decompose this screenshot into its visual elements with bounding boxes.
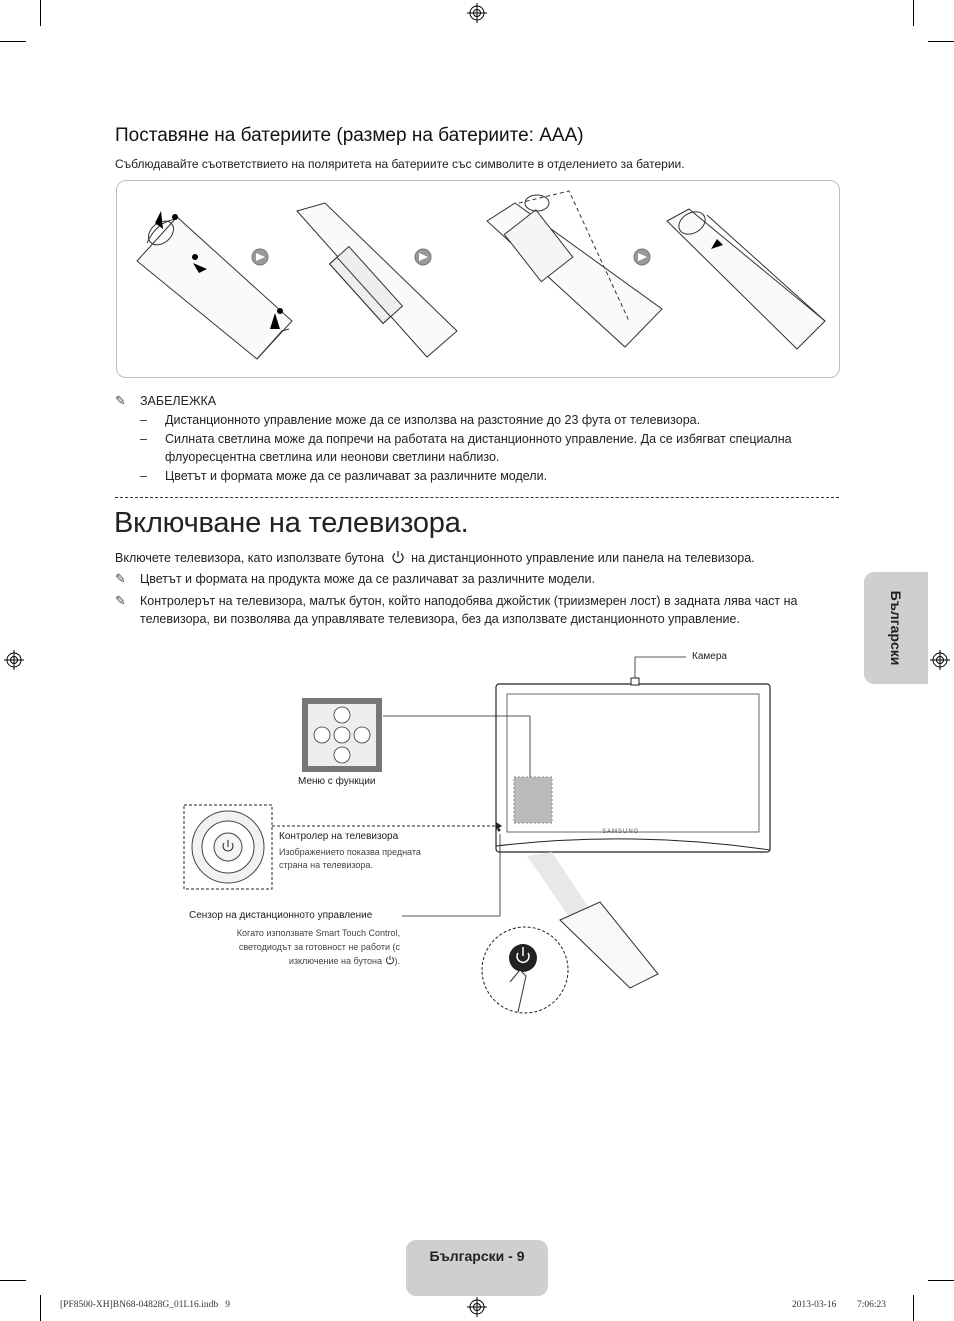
- battery-instruction: Съблюдавайте съответствието на поляритета на батериите със символите в отделението за батерии.: [115, 157, 685, 171]
- language-side-tab: [864, 572, 928, 684]
- remote-control: [560, 902, 658, 988]
- camera-icon: [631, 678, 639, 685]
- crop-mark: [0, 1280, 26, 1281]
- crop-mark: [40, 1295, 41, 1321]
- sensor-desc: Когато използвате Smart Touch Control,: [236, 928, 400, 938]
- sensor-label: Сензор на дистанционното управление: [189, 910, 373, 921]
- note-pencil-icon: ✎: [115, 571, 126, 586]
- power-icon: [385, 955, 395, 965]
- sensor-desc-part: ).: [394, 956, 400, 966]
- controller-label: Контролер на телевизора: [279, 831, 399, 842]
- crop-mark: [913, 0, 914, 26]
- battery-section-title: Поставяне на батериите (размер на батериите: AAA): [115, 125, 584, 146]
- menu-power-icon: [334, 747, 350, 763]
- note-item: флуоресцентна светлина или неонови светлини наблизо.: [165, 450, 500, 464]
- sensor-desc: [200, 955, 400, 968]
- power-note-1: Цветът и формата на продукта може да се различават за различните модели.: [140, 572, 595, 586]
- note-dash: –: [140, 432, 147, 446]
- crop-mark: [928, 1280, 954, 1281]
- section-divider: [115, 497, 839, 498]
- power-intro-after: на дистанционното управление или панела на телевизора.: [411, 551, 755, 565]
- registration-mark-icon: [467, 3, 487, 23]
- crop-mark: [913, 1295, 914, 1321]
- registration-mark-icon: [4, 650, 24, 670]
- power-intro-before: Включете телевизора, като използвате бутона: [115, 551, 385, 565]
- power-section-title: Включване на телевизора.: [114, 507, 469, 539]
- registration-mark-icon: [930, 650, 950, 670]
- note-dash: –: [140, 413, 147, 427]
- language-side-tab-label: Български: [888, 590, 904, 666]
- controller-desc: страна на телевизора.: [279, 860, 373, 870]
- sensor-desc: светодиодът за готовност не работи (с: [238, 942, 400, 952]
- tv-brand: SAMSUNG: [602, 829, 640, 835]
- note-dash: –: [140, 469, 147, 483]
- menu-globe-icon: [334, 707, 350, 723]
- registration-mark-icon: [467, 1297, 487, 1317]
- note-item: Цветът и формата може да се различават за различните модели.: [165, 469, 548, 483]
- note-item: Силната светлина може да попречи на работата на дистанционното управление. Да се избягват специална: [165, 432, 792, 446]
- camera-label: Камера: [692, 651, 727, 662]
- power-icon: [391, 550, 405, 564]
- crop-mark: [40, 0, 41, 26]
- controller-desc: Изображението показва предната: [279, 847, 421, 857]
- page-footer-tab: [406, 1240, 548, 1296]
- power-note-2: Контролерът на телевизора, малък бутон, който наподобява джойстик (триизмерен лост) в задната лява част на: [140, 594, 798, 608]
- menu-return-icon: [334, 727, 350, 743]
- note-pencil-icon: ✎: [115, 393, 126, 408]
- print-date: 2013-03-16: [792, 1300, 837, 1310]
- note-item: Дистанционното управление може да се използва на разстояние до 23 фута от телевизора.: [165, 413, 701, 427]
- menu-grid-icon: [314, 727, 330, 743]
- power-note-2: телевизора, ви позволява да управлявате телевизора, без да използвате дистанционното управление.: [140, 612, 740, 626]
- sensor-desc-part: изключение на бутона: [288, 956, 382, 966]
- crop-mark: [0, 41, 26, 42]
- print-time: 7:06:23: [857, 1300, 887, 1310]
- note-pencil-icon: ✎: [115, 593, 126, 608]
- page-number: Български - 9: [429, 1248, 525, 1264]
- function-menu-label: Меню с функции: [298, 776, 376, 787]
- menu-source-icon: [354, 727, 370, 743]
- note-heading: ЗАБЕЛЕЖКА: [140, 394, 217, 408]
- power-intro: [115, 549, 755, 567]
- print-file-info: [PF8500-XH]BN68-04828G_01L16.indb 9: [60, 1300, 230, 1310]
- function-menu-area: [514, 777, 552, 823]
- crop-mark: [928, 41, 954, 42]
- battery-illustration: [116, 180, 840, 378]
